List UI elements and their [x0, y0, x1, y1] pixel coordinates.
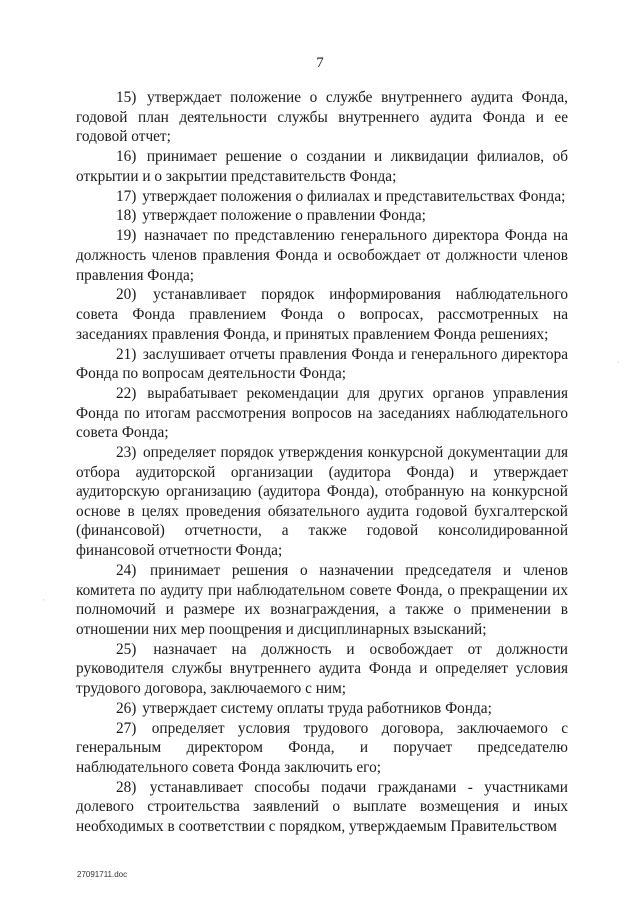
list-item-text: принимает решение о создании и ликвидации филиалов, об открытии и о закрытии представительств Фонда;	[76, 148, 568, 185]
list-item-paragraph	[76, 226, 568, 285]
list-item-number: 19)	[116, 227, 137, 245]
list-item-text: определяет условия трудового договора, заключаемого с генеральным директором Фонда, и поручает председателю наблюдательного совета Фонда заключить его;	[76, 719, 568, 776]
margin-mark: ·	[617, 357, 620, 367]
list-item-text: заслушивает отчеты правления Фонда и генерального директора Фонда по вопросам деятельности Фонда;	[76, 345, 569, 383]
list-item-paragraph	[76, 719, 568, 778]
list-item-number: 21)	[116, 345, 137, 363]
list-item-text: устанавливает порядок информирования наблюдательного совета Фонда правлением Фонда о вопросах, рассмотренных на заседаниях правления Фонда, и принятых правлением Фонда решениях;	[76, 286, 568, 343]
list-item-paragraph	[76, 285, 568, 344]
list-item-text: утверждает положение о правлении Фонда;	[142, 207, 426, 225]
document-body	[76, 88, 568, 837]
list-item-paragraph	[76, 384, 568, 443]
list-item-text: утверждает систему оплаты труда работников Фонда;	[142, 699, 492, 717]
list-item-text: назначает по представлению генерального директора Фонда на должность членов правления Фонда и освобождает от должности членов правления Фонда;	[76, 227, 568, 284]
page-number: 7	[316, 55, 324, 71]
list-item-paragraph	[76, 778, 568, 837]
list-item-text: назначает на должность и освобождает от должности руководителя службы внутреннего аудита Фонда и определяет условия трудового договора, заключаемого с ним;	[76, 640, 568, 697]
list-item-number: 15)	[116, 89, 137, 106]
list-item-number: 23)	[116, 444, 137, 462]
list-item-text: утверждает положение о службе внутреннего аудита Фонда, годовой план деятельности службы внутреннего аудита Фонда и ее годовой отчет;	[76, 89, 568, 146]
list-item-text: принимает решения о назначении председателя и членов комитета по аудиту при наблюдательном совете Фонда, о прекращении их полномочий и размере их вознаграждения, а также о применении в отношении них мер поощрения и дисциплинарных взысканий;	[76, 561, 568, 638]
list-item-number: 17)	[116, 187, 137, 205]
list-item-paragraph	[76, 147, 568, 186]
list-item-paragraph	[76, 206, 568, 226]
margin-mark: ·	[42, 595, 45, 605]
list-item-number: 16)	[116, 148, 137, 166]
list-item-paragraph	[76, 640, 568, 699]
list-item-paragraph	[76, 443, 568, 561]
list-item-number: 22)	[116, 384, 137, 402]
list-item-paragraph	[76, 187, 568, 207]
document-file-code: 27091711.doc	[77, 870, 128, 879]
list-item-paragraph	[76, 88, 568, 147]
list-item-paragraph	[76, 561, 568, 639]
list-item-number: 25)	[116, 640, 137, 658]
list-item-number: 27)	[116, 719, 137, 737]
list-item-text: устанавливает способы подачи гражданами - участниками долевого строительства заявлений о выплате возмещения и иных необходимых в соответствии с порядком, утверждаемым Правительством	[76, 778, 568, 835]
list-item-number: 24)	[116, 561, 137, 579]
list-item-number: 20)	[116, 286, 137, 304]
list-item-paragraph	[76, 699, 568, 719]
list-item-number: 28)	[116, 778, 137, 796]
list-item-text: вырабатывает рекомендации для других органов управления Фонда по итогам рассмотрения вопросов на заседаниях наблюдательного совета Фонда;	[76, 384, 569, 442]
list-item-number: 18)	[116, 207, 137, 225]
list-item-number: 26)	[116, 699, 137, 717]
list-item-paragraph	[76, 345, 568, 384]
list-item-text: утверждает положения о филиалах и представительствах Фонда;	[142, 187, 566, 205]
list-item-text: определяет порядок утверждения конкурсной документации для отбора аудиторской организации (аудитора Фонда) и утверждает аудиторскую организацию (аудитора Фонда), отобранную на конкурсной основе в целях проведения обязательного аудита годовой бухгалтерской (финансовой) отчетности, а также годовой консолидированной финансовой отчетности Фонда;	[76, 444, 568, 560]
